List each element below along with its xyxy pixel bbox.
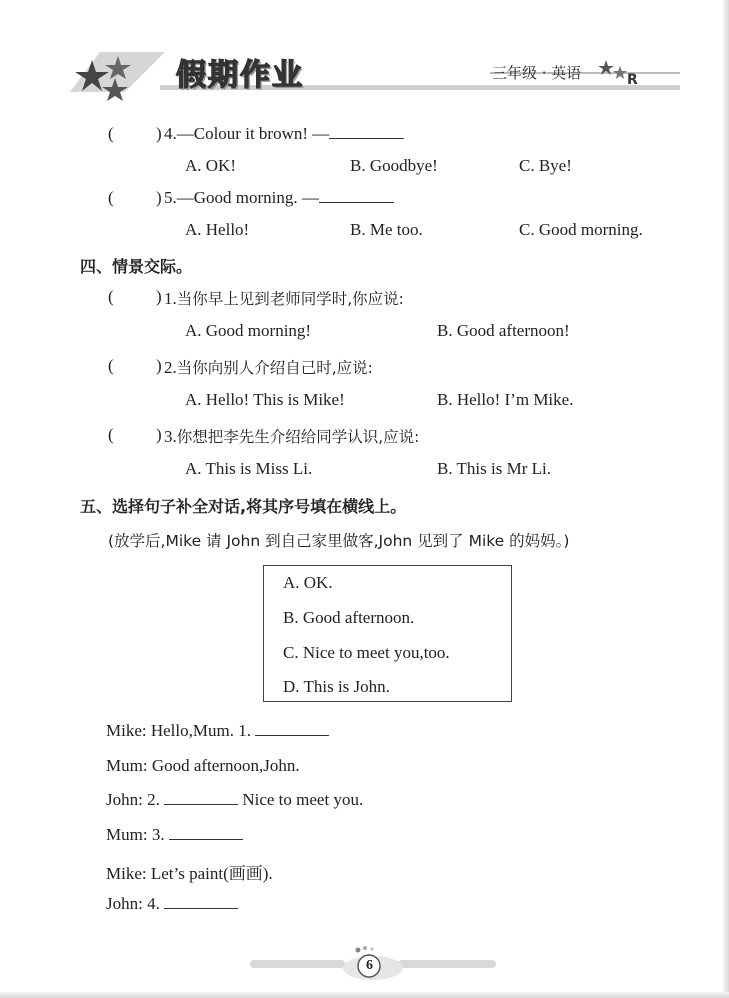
dialogue-line-1: [106, 721, 329, 741]
choice-d: D. This is John.: [283, 677, 390, 696]
page-edge-bottom: [0, 992, 729, 998]
edition-mark: R: [627, 72, 638, 88]
dialogue-speaker: Mum:: [106, 825, 148, 844]
s4-q3-prompt: 你想把李先生介绍给同学认识,应说:: [176, 428, 420, 446]
choices-box: [263, 565, 512, 702]
dialogue-text: 4.: [147, 894, 160, 913]
s4-q1-question: [164, 287, 404, 309]
small-stars-icon: [596, 56, 630, 86]
q5-option-b: B. Me too.: [350, 220, 423, 239]
dialogue-text: Hello,Mum. 1.: [150, 721, 251, 740]
dialogue-speaker: Mike:: [106, 864, 147, 883]
section4-title: 四、情景交际。: [80, 257, 193, 276]
section5-context: (放学后,Mike 请 John 到自己家里做客,John 见到了 Mike 的妈妈。): [108, 532, 570, 550]
s4-q1-prompt: 当你早上见到老师同学时,你应说:: [176, 290, 404, 308]
dialogue-line-2: [106, 756, 300, 776]
dialogue-text-after: Nice to meet you.: [242, 790, 364, 809]
dialogue-text: 2.: [147, 790, 160, 809]
q5-number: 5.: [164, 188, 177, 207]
header-title: 假期作业: [176, 58, 304, 93]
dialogue-line-3: [106, 790, 363, 810]
dialogue-text: 3.: [151, 825, 165, 844]
dialogue-text: Good afternoon,John.: [151, 756, 300, 775]
s4-q1-paren-close: ): [156, 287, 162, 306]
s4-q2-number: 2.: [164, 358, 177, 377]
q4-answer-blank[interactable]: [329, 137, 404, 139]
s4-q3-paren-close: ): [156, 425, 162, 444]
dialogue-speaker: John:: [106, 894, 143, 913]
header-grade-subject: 三年级 · 英语: [492, 64, 582, 82]
s4-q1-number: 1.: [164, 289, 177, 308]
q4-paren-open: (: [108, 124, 114, 143]
s4-q1-option-a: A. Good morning!: [185, 321, 312, 340]
s4-q2-question: [164, 356, 373, 378]
s4-q3-number: 3.: [164, 427, 177, 446]
q5-paren-close: ): [156, 188, 162, 207]
dialogue-text: Let’s paint(画画).: [150, 864, 273, 883]
q4-text: —Colour it brown! —: [176, 124, 330, 143]
page-footer: [248, 946, 498, 986]
q5-text: —Good morning. —: [176, 188, 319, 207]
dialogue-line-6: [106, 894, 238, 914]
header-banner-stripe: [70, 52, 680, 92]
q5-option-c: C. Good morning.: [519, 220, 643, 239]
page-header: [0, 0, 729, 110]
dialogue-speaker: Mike:: [106, 721, 147, 740]
choice-b: B. Good afternoon.: [283, 608, 415, 627]
s4-q3-option-a: A. This is Miss Li.: [185, 459, 313, 478]
s4-q1-option-b: B. Good afternoon!: [437, 321, 570, 340]
q4-option-a: A. OK!: [185, 156, 236, 175]
dialogue-blank-2[interactable]: [164, 803, 238, 805]
choice-c: C. Nice to meet you,too.: [283, 643, 450, 662]
s4-q3-paren-open: (: [108, 425, 114, 444]
dialogue-blank-3[interactable]: [169, 838, 243, 840]
dialogue-blank-4[interactable]: [164, 907, 238, 909]
q4-number: 4.: [164, 124, 177, 143]
s4-q2-prompt: 当你向别人介绍自己时,应说:: [176, 359, 373, 377]
q5-question: [164, 188, 394, 208]
dialogue-line-5: [106, 859, 273, 884]
s4-q1-paren-open: (: [108, 287, 114, 306]
s4-q2-option-a: A. Hello! This is Mike!: [185, 390, 345, 409]
dialogue-line-4: [106, 825, 243, 845]
s4-q2-paren-close: ): [156, 356, 162, 375]
s4-q2-option-b: B. Hello! I’m Mike.: [437, 390, 574, 409]
q4-question: [164, 124, 404, 144]
dialogue-speaker: Mum:: [106, 756, 148, 775]
s4-q3-question: [164, 425, 419, 447]
s4-q3-option-b: B. This is Mr Li.: [437, 459, 551, 478]
q4-option-b: B. Goodbye!: [350, 156, 438, 175]
choice-a: A. OK.: [283, 573, 333, 592]
q5-answer-blank[interactable]: [319, 201, 394, 203]
page-number: 6: [366, 958, 373, 973]
section5-title: 五、选择句子补全对话,将其序号填在横线上。: [80, 497, 407, 516]
page-edge-right: [723, 0, 729, 998]
dialogue-blank-1[interactable]: [255, 734, 329, 736]
footer-ornament: [248, 946, 498, 986]
q5-option-a: A. Hello!: [185, 220, 250, 239]
dialogue-speaker: John:: [106, 790, 143, 809]
s4-q2-paren-open: (: [108, 356, 114, 375]
q5-paren-open: (: [108, 188, 114, 207]
q4-paren-close: ): [156, 124, 162, 143]
stars-logo-icon: [70, 52, 150, 107]
q4-option-c: C. Bye!: [519, 156, 572, 175]
